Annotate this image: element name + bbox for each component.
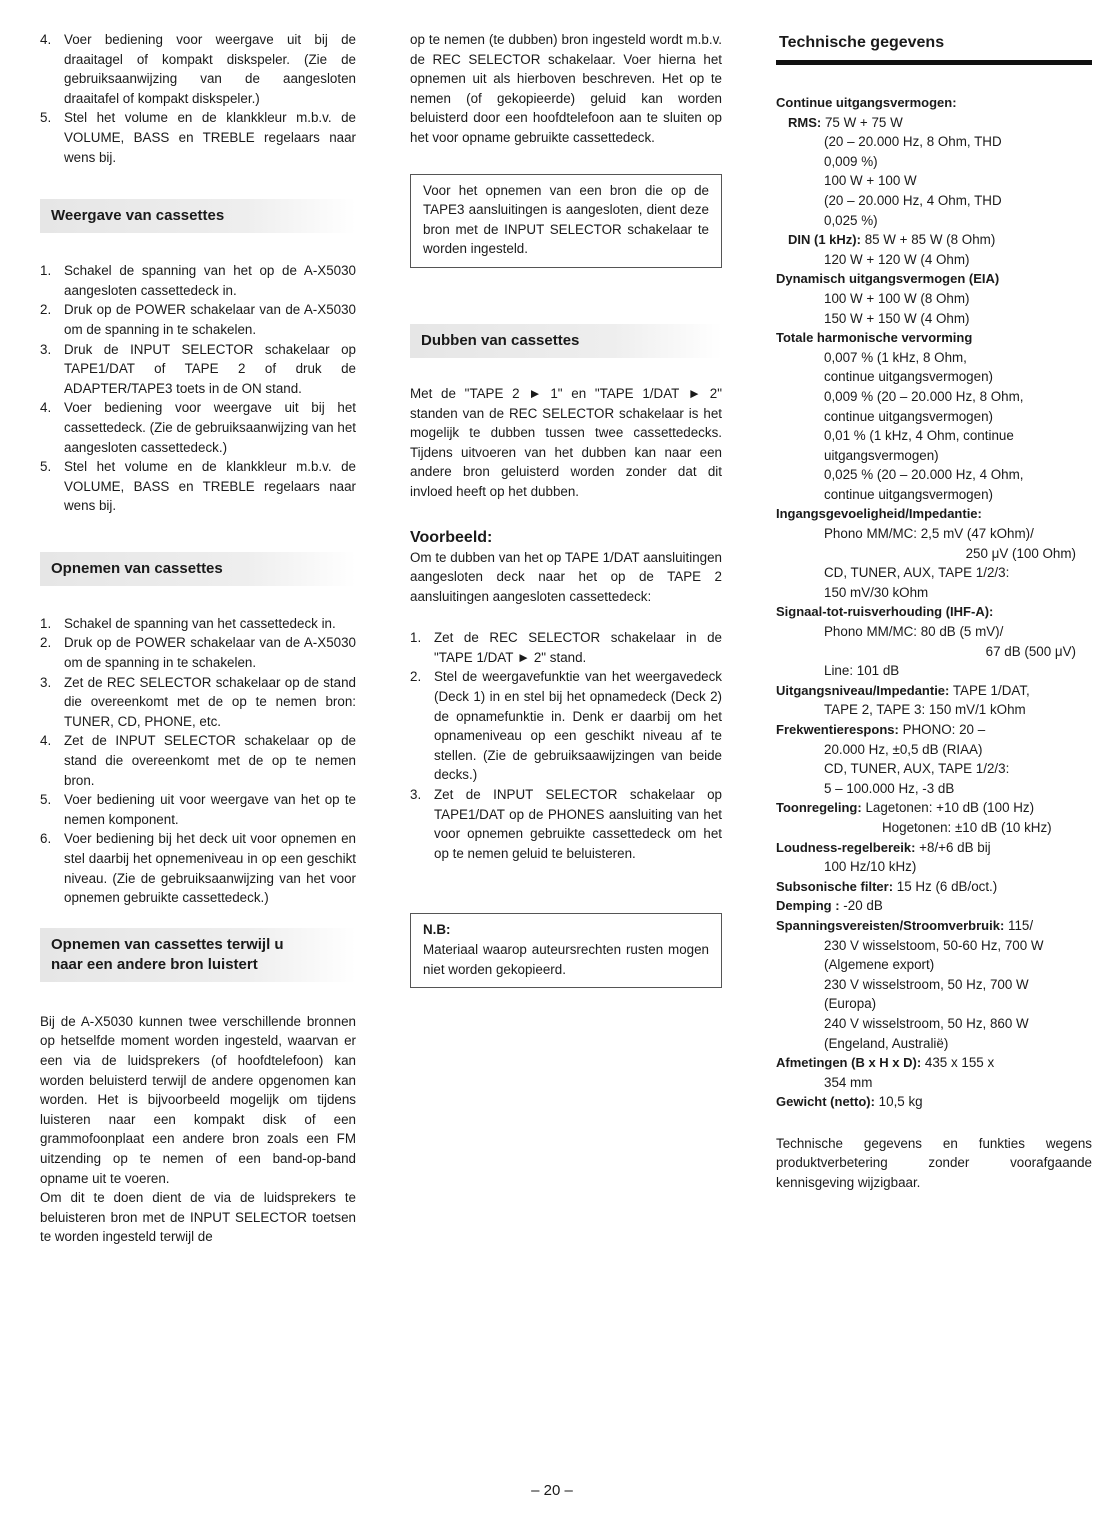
paragraph: Bij de A-X5030 kunnen twee verschillende bronnen op hetselfde moment worden ingesteld, waarvan er een via de luidsprekers (of hoofdtelefoon) kan worden beluisterd terwijl de andere opgenomen kan worden. Het is bijvoorbeeld mogelijk om tijdens luisteren naar een kompakt disk of een grammofoonplaat een andere bron zoals een FM uitzending op te nemen of een band-op-band opname uit te voeren.	[40, 1013, 356, 1186]
spec-list: Continue uitgangsvermogen: RMS: 75 W + 75 W (20 – 20.000 Hz, 8 Ohm, THD 0,009 %) 100 W + 100 W (20 – 20.000 Hz, 4 Ohm, THD 0,025 %) DIN (1 kHz): 85 W + 85 W (8 Ohm) 120 W + 120 W (4 Ohm) Dynamisch uitgangsvermogen (EIA) 100 W + 100 W (8 Ohm) 150 W + 150 W (4 Ohm) Totale harmonische vervorming 0,007 % (1 kHz, 8 Ohm, continue uitgangsvermogen) 0,009 % (20 – 20.000 Hz, 8 Ohm, continue uitgangsvermogen) 0,01 % (1 kHz, 4 Ohm, continue uitgangsvermogen) 0,025 % (20 – 20.000 Hz, 4 Ohm, continue uitgangsvermogen) Ingangsgevoeligheid/Impedantie: Phono MM/MC: 2,5 mV (47 kOhm)/ 250 μV (100 Ohm) CD, TUNER, AUX, TAPE 1/2/3: 150 mV/30 kOhm Signaal-tot-ruisverhouding (IHF-A): Phono MM/MC: 80 dB (5 mV)/ 67 dB (500 μV) Line: 101 dB Uitgangsniveau/Impedantie: TAPE 1/DAT, TAPE 2, TAPE 3: 150 mV/1 kOhm Frekwentierespons: PHONO: 20 – 20.000 Hz, ±0,5 dB (RIAA) CD, TUNER, AUX, TAPE 1/2/3: 5 – 100.000 Hz, -3 dB Toonregeling: Lagetonen: +10 dB (100 Hz) Hogetonen: ±10 dB (10 kHz) Loudness-regelbereik: +8/+6 dB bij 100 Hz/10 kHz) Subsonische filter: 15 Hz (6 dB/oct.) Demping : -20 dB Spanningsvereisten/Stroomverbruik: 115/ 230 V wisselstoom, 50-60 Hz, 700 W (Algemene export) 230 V wisselstroom, 50 Hz, 700 W (Europa) 240 V wisselstroom, 50 Hz, 860 W (Engeland, Australië) Afmetingen (B x H x D): 435 x 155 x 354 mm Gewicht (netto): 10,5 kg	[776, 95, 1076, 1110]
list-item: 3. Druk de INPUT SELECTOR schakelaar op TAPE1/DAT of TAPE 2 of druk de ADAPTER/TAPE3 toets in de ON stand.	[40, 341, 356, 396]
list-item: 2. Druk op de POWER schakelaar van de A-X5030 om de spanning in te schakelen.	[40, 302, 356, 337]
paragraph: Om dit te doen dient de via de luidsprekers te beluisteren bron met de INPUT SELECTOR toetsen te worden ingesteld terwijl de	[40, 1190, 356, 1245]
subheading-voorbeeld: Voorbeeld:	[410, 528, 493, 546]
list-item: 3. Zet de INPUT SELECTOR schakelaar op TAPE1/DAT op de PHONES aansluiting van het voor opnemen gebruikte cassettedeck om het op te nemen geluid te beluisteren.	[410, 787, 722, 861]
weergave-steps	[40, 261, 356, 516]
nb-box: N.B: Materiaal waarop auteursrechten rusten mogen niet worden gekopieerd.	[410, 913, 722, 988]
list-item: 2. Druk op de POWER schakelaar van de A-X5030 om de spanning in te schakelen.	[40, 635, 356, 671]
list-item: 4. Voer bediening voor weergave uit bij de draaitagel of kompakt diskspeler. (Zie de gebruiksaanwijzing van de aangesloten draaitafel of kompakt diskspeler.)	[40, 32, 356, 106]
list-item: 5. Stel het volume en de klankkleur m.b.v. de VOLUME, BASS en TREBLE regelaars naar wens bij.	[40, 110, 356, 165]
section-heading-opnemen-terwijl: Opnemen van cassettes terwijl u naar een andere bron luistert	[40, 928, 356, 982]
list-item: 6. Voer bediening bij het deck uit voor opnemen en stel daarbij het opnemeniveau in op een geschikt niveau. (Zie de gebruiksaanwijzing van het voor opnemen gebruikte cassettedeck.)	[40, 831, 356, 906]
opnemen-steps	[40, 614, 356, 908]
list-item: 5. Stel het volume en de klankkleur m.b.v. de VOLUME, BASS en TREBLE regelaars naar wens bij.	[40, 459, 356, 514]
list-item: 1. Schakel de spanning van het cassettedeck in.	[40, 615, 336, 631]
spec-footnote: Technische gegevens en funkties wegens produktverbetering zonder voorafgaande kennisgeving wijzigbaar.	[776, 1135, 1092, 1191]
list-item: 5. Voer bediening uit voor weergave van het op te nemen komponent.	[40, 792, 356, 827]
section-heading-weergave: Weergave van cassettes	[40, 199, 356, 233]
paragraph: Met de "TAPE 2 ► 1" en "TAPE 1/DAT ► 2" standen van de REC SELECTOR schakelaar is het mogelijk te dubben tussen twee cassettedecks. Tijdens uitvoeren van het dubben kan naar een andere bron geluisterd worden zonder dat dit invloed heeft op het dubben.	[410, 385, 722, 499]
nb-label: N.B:	[423, 922, 451, 938]
paragraph: Om te dubben van het op TAPE 1/DAT aansluitingen aangesloten deck naar het op de TAPE 2 aansluitingen aangesloten cassettedeck:	[410, 549, 722, 604]
list-item: 1. Schakel de spanning van het op de A-X5030 aangesloten cassettedeck in.	[40, 263, 356, 298]
list-item: 2. Stel de weergavefunktie van het weergavedeck (Deck 1) in en stel bij het opnamedeck (Deck 2) de opnamefunktie in. Denk er daarbij om het opnameniveau op een geschikt niveau af te stellen. (Zie de gebruiksaawijzingen van beide decks.)	[410, 669, 722, 783]
list-item: 1. Zet de REC SELECTOR schakelaar in de "TAPE 1/DAT ► 2" stand.	[410, 630, 722, 665]
playback-list-continued	[40, 30, 356, 167]
note-box: Voor het opnemen van een bron die op de TAPE3 aansluitingen is aangesloten, dient deze bron met de INPUT SELECTOR schakelaar te worden ingesteld.	[410, 174, 722, 268]
dubben-steps	[410, 628, 722, 863]
column-left	[40, 30, 356, 1247]
column-middle	[410, 30, 722, 988]
list-item: 3. Zet de REC SELECTOR schakelaar op de stand die overeenkomt met de op te nemen bron: TUNER, CD, PHONE, etc.	[40, 674, 356, 729]
list-item: 4. Zet de INPUT SELECTOR schakelaar op de stand die overeenkomt met de op te nemen bron.	[40, 733, 356, 788]
paragraph: op te nemen (te dubben) bron ingesteld wordt m.b.v. de REC SELECTOR schakelaar. Voer hierna het opnemen uit als hierboven beschreven. Het op te nemen (of gekopieerde) geluid kan worden beluisterd door een hoofdtelefoon aan te sluiten op het voor opname gebruikte cassettedeck.	[410, 32, 722, 145]
list-item: 4. Voer bediening voor weergave uit bij het cassettedeck. (Zie de gebruiksaanwijzing van het aangesloten cassettedeck.)	[40, 400, 356, 455]
section-heading-dubben: Dubben van cassettes	[410, 324, 722, 358]
page-number: – 20 –	[531, 1482, 573, 1499]
section-heading-opnemen: Opnemen van cassettes	[40, 552, 356, 586]
column-right	[776, 30, 1092, 1193]
tech-specs-title: Technische gegevens	[776, 30, 1092, 65]
